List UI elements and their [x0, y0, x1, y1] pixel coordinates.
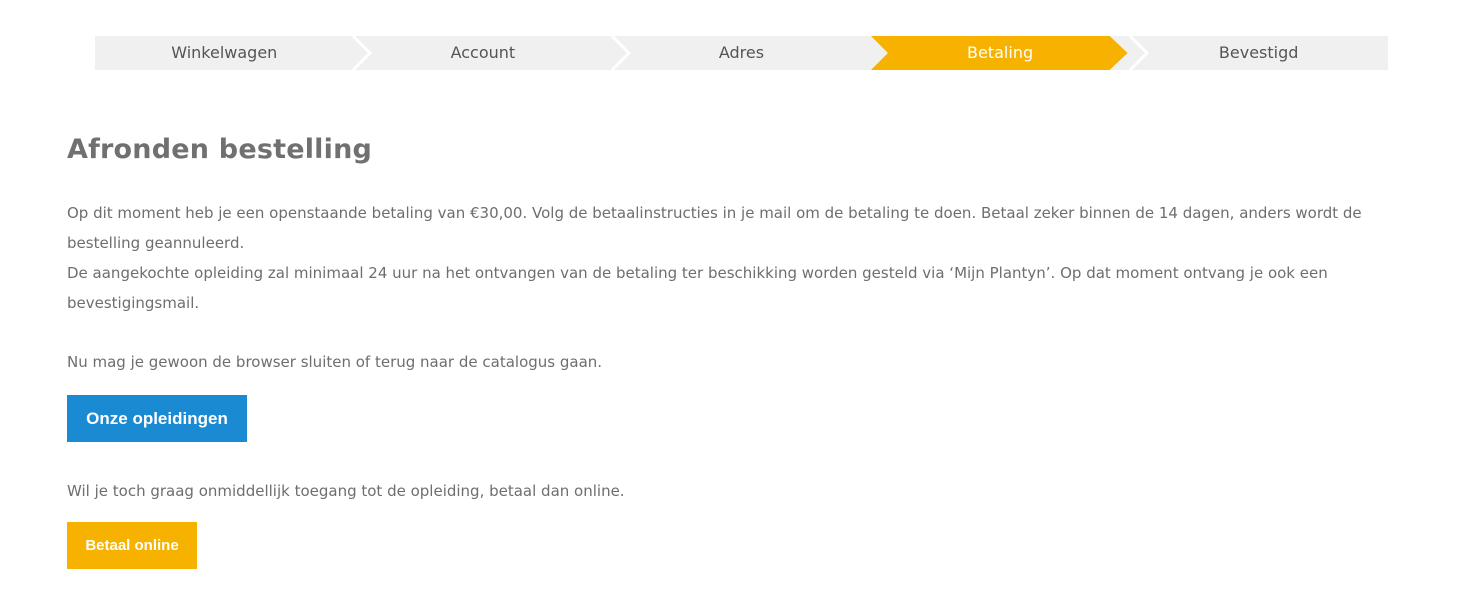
step-winkelwagen[interactable]: [95, 36, 354, 70]
step-separator-chevron: [1128, 36, 1150, 70]
step-label: Winkelwagen: [171, 43, 278, 62]
step-bevestigd[interactable]: [1129, 36, 1388, 70]
our-courses-button[interactable]: Onze opleidingen: [67, 395, 247, 442]
close-browser-text: Nu mag je gewoon de browser sluiten of terug naar de catalogus gaan.: [67, 353, 603, 371]
step-separator-chevron: [610, 36, 632, 70]
step-label: Betaling: [967, 43, 1034, 62]
step-account[interactable]: [354, 36, 613, 70]
step-label: Account: [450, 43, 516, 62]
step-label: Bevestigd: [1218, 43, 1299, 62]
page-title: Afronden bestelling: [67, 134, 373, 165]
step-separator-chevron: [351, 36, 373, 70]
checkout-progress-stepper: [95, 36, 1388, 70]
course-availability-text: De aangekochte opleiding zal minimaal 24 uur na het ontvangen van de betaling ter beschikking worden gesteld via ‘Mijn Plantyn’. Op dat moment ontvang je ook een bevestigingsmail.: [67, 264, 1328, 312]
step-label: Adres: [718, 43, 765, 62]
payment-instructions-text: [67, 198, 1407, 318]
pending-payment-text: Op dit moment heb je een openstaande betaling van €30,00. Volg de betaalinstructies in je mail om de betaling te doen. Betaal zeker binnen de 14 dagen, anders wordt de bestelling geannuleerd.: [67, 204, 1362, 252]
step-adres[interactable]: [612, 36, 871, 70]
step-betaling[interactable]: [871, 36, 1130, 70]
pay-online-prompt-text: Wil je toch graag onmiddellijk toegang tot de opleiding, betaal dan online.: [67, 482, 625, 500]
pay-online-button[interactable]: Betaal online: [67, 522, 197, 569]
